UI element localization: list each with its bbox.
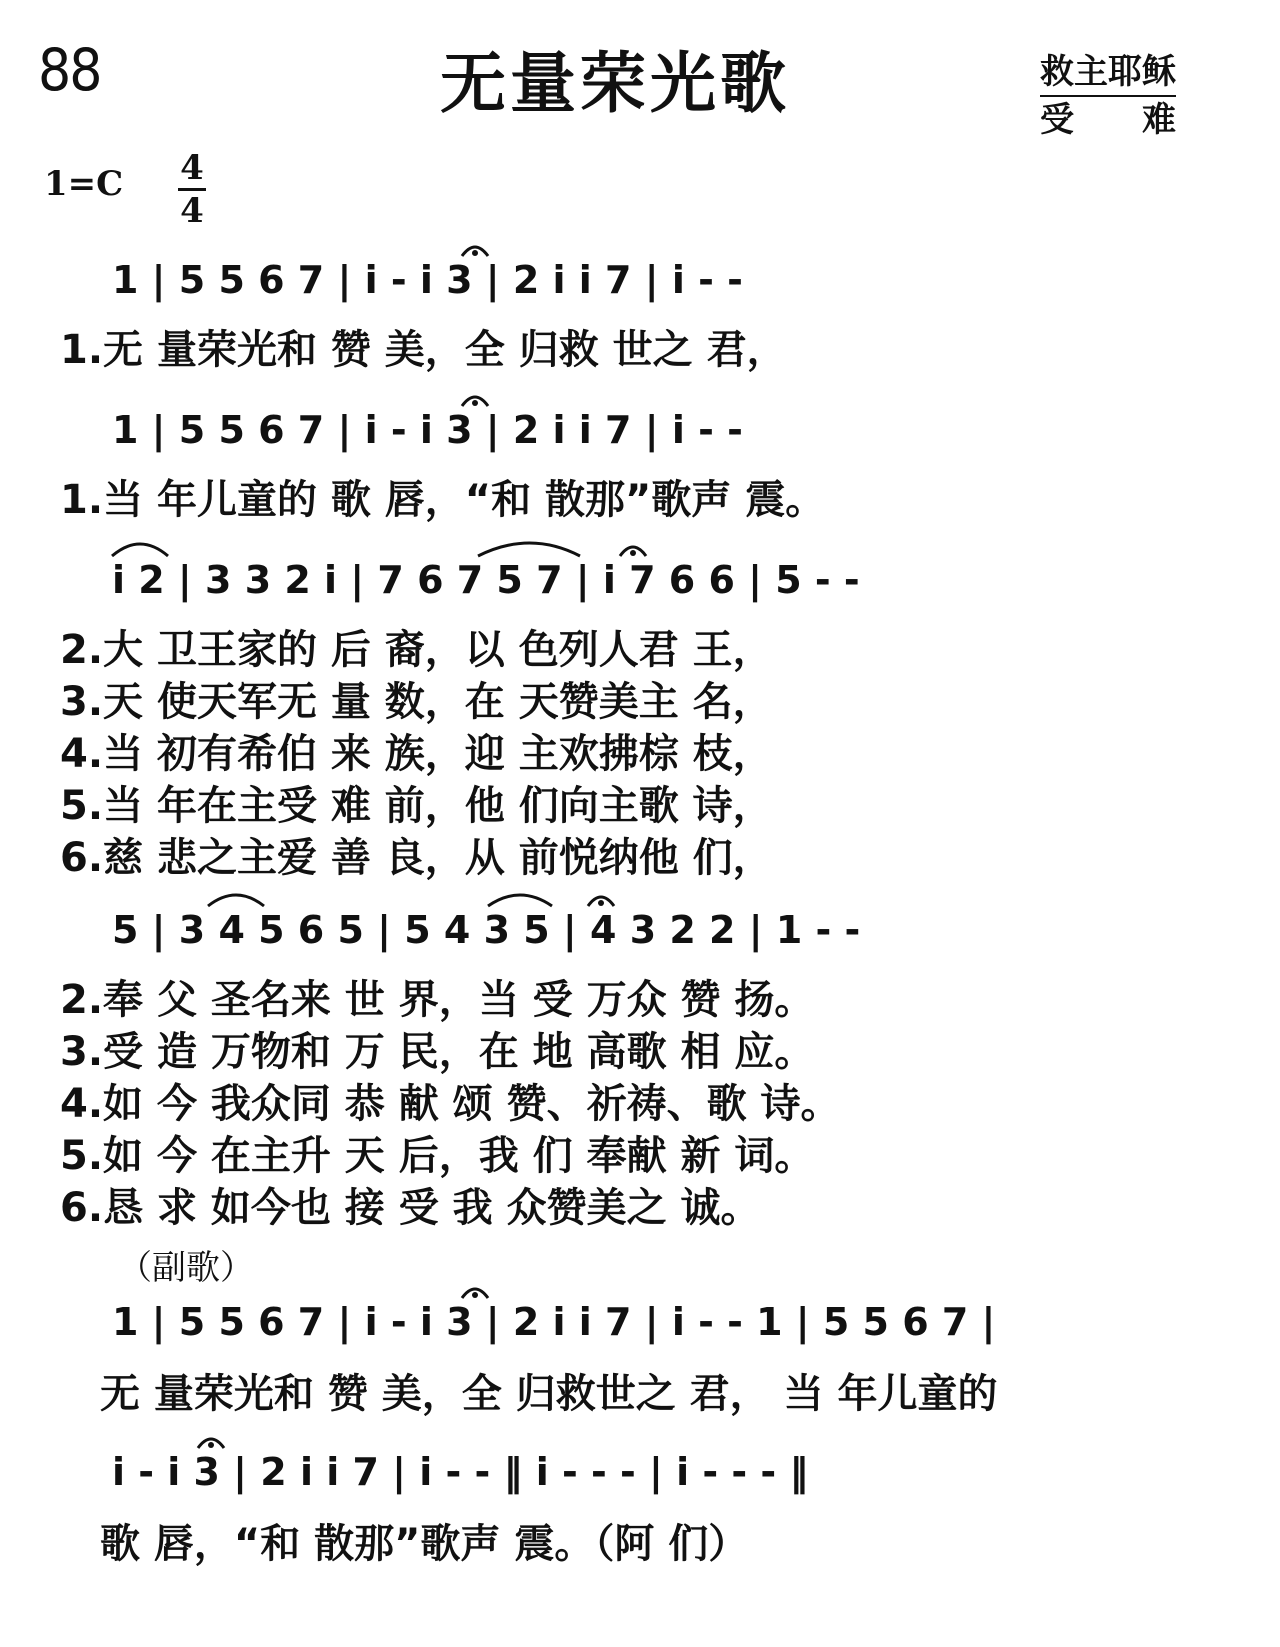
slur-3b (478, 543, 580, 556)
occasion-line-2: 受 难 (1040, 100, 1176, 140)
chorus-label: （副歌） (118, 1248, 254, 1288)
occasion-line-1: 救主耶稣 (1040, 44, 1176, 97)
slur-4a (208, 895, 264, 906)
time-signature-bottom: 4 (180, 191, 204, 231)
key-signature: 1=C (44, 164, 124, 204)
notation-system-2: 1 | 5 5 6 7 | i - i 3 | 2 i i 7 | i - - (112, 408, 743, 452)
lyric-line-3b: 3.天 使天军无 量 数，在 天赞美主 名， (60, 679, 773, 725)
lyric-line-4c: 4.如 今 我众同 恭 献 颂 赞、祈祷、歌 诗。 (60, 1081, 841, 1127)
notation-system-5: 1 | 5 5 6 7 | i - i 3 | 2 i i 7 | i - - 1 | 5 5 6 7 | (112, 1300, 996, 1344)
time-signature-top: 4 (180, 148, 204, 188)
song-title: 无量荣光歌 (440, 45, 790, 122)
notation-system-6: i - i 3 | 2 i i 7 | i - - ‖ i - - - | i - - - ‖ (112, 1450, 809, 1494)
lyric-line-3a: 2.大 卫王家的 后 裔，以 色列人君 王， (60, 627, 773, 673)
lyric-line-1: 1.无 量荣光和 赞 美，全 归救 世之 君， (60, 327, 787, 373)
lyric-line-4d: 5.如 今 在主升 天 后，我 们 奉献 新 词。 (60, 1133, 815, 1179)
slur-4b (488, 895, 552, 906)
notation-system-1: 1 | 5 5 6 7 | i - i 3 | 2 i i 7 | i - - (112, 258, 743, 302)
lyric-line-3e: 6.慈 悲之主爱 善 良，从 前悦纳他 们， (60, 835, 773, 881)
lyric-line-4a: 2.奉 父 圣名来 世 界，当 受 万众 赞 扬。 (60, 977, 815, 1023)
slur-3a (112, 544, 168, 556)
lyric-line-6: 歌 唇，“和 散那”歌声 震。（阿 们） (100, 1521, 749, 1567)
lyric-line-3c: 4.当 初有希伯 来 族，迎 主欢拂棕 枝， (60, 731, 773, 777)
lyric-line-4b: 3.受 造 万物和 万 民，在 地 高歌 相 应。 (60, 1029, 815, 1075)
notation-system-3: i 2 | 3 3 2 i | 7 6 7 5 7 | i 7 6 6 | 5 - - (112, 558, 860, 602)
lyric-line-2: 1.当 年儿童的 歌 唇，“和 散那”歌声 震。 (60, 477, 826, 523)
lyric-line-3d: 5.当 年在主受 难 前，他 们向主歌 诗， (60, 783, 773, 829)
page-number: 88 (38, 36, 101, 104)
lyric-line-5: 无 量荣光和 赞 美，全 归救世之 君， 当 年儿童的 (100, 1371, 998, 1417)
notation-system-4: 5 | 3 4 5 6 5 | 5 4 3 5 | 4 3 2 2 | 1 - - (112, 908, 861, 952)
lyric-line-4e: 6.恳 求 如今也 接 受 我 众赞美之 诚。 (60, 1185, 761, 1231)
